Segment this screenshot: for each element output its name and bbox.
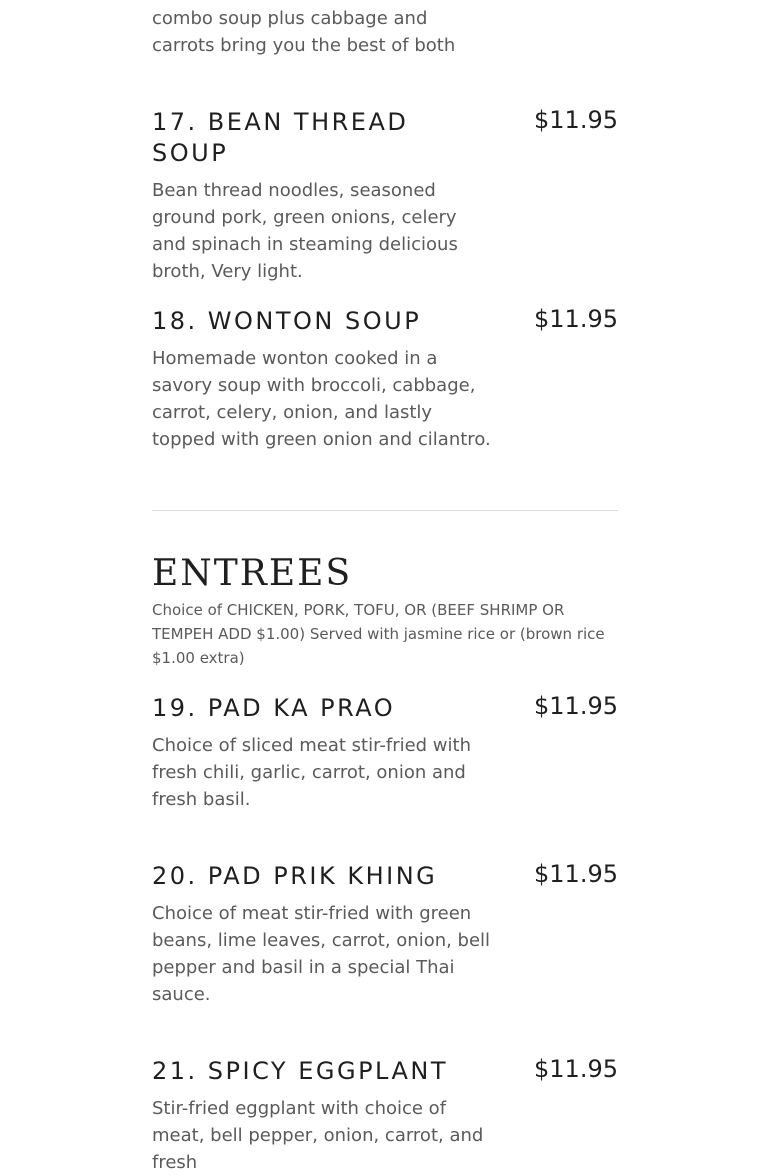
menu-item-title: 18. WONTON SOUP: [152, 307, 422, 335]
section-title: ENTREES: [152, 553, 353, 594]
menu-item-price: $11.95: [534, 860, 618, 888]
menu-item-price: $11.95: [534, 1055, 618, 1083]
menu-item-title: 21. SPICY EGGPLANT: [152, 1057, 448, 1085]
section-divider: [152, 510, 618, 511]
menu-item-description: Bean thread noodles, seasoned ground pork, green onions, celery and spinach in steaming delicious broth, Very light.: [152, 180, 458, 282]
menu-item-title: 20. PAD PRIK KHING: [152, 862, 438, 890]
menu-item-description: Choice of meat stir-fried with green beans, lime leaves, carrot, onion, bell pepper and basil in a special Thai sauce.: [152, 903, 491, 1005]
menu-item-price: $11.95: [534, 305, 618, 333]
section-note: Choice of CHICKEN, PORK, TOFU, OR (BEEF SHRIMP OR TEMPEH ADD $1.00) Served with jasmine rice or (brown rice $1.00 extra): [152, 601, 605, 667]
menu-item-title: 17. BEAN THREAD SOUP: [152, 108, 409, 167]
menu-item-price: $11.95: [534, 692, 618, 720]
menu-item-description: Homemade wonton cooked in a savory soup with broccoli, cabbage, carrot, celery, onion, and lastly topped with green onion and cilantro.: [152, 348, 491, 450]
menu-item-price: $11.95: [534, 106, 618, 134]
menu-item-description: Choice of sliced meat stir-fried with fresh chili, garlic, carrot, onion and fresh basil.: [152, 735, 471, 810]
menu-item-description: combo soup plus cabbage and carrots bring you the best of both: [152, 8, 456, 56]
menu-item-description: Stir-fried eggplant with choice of meat, bell pepper, onion, carrot, and fresh: [152, 1098, 484, 1173]
menu-item-title: 19. PAD KA PRAO: [152, 694, 396, 722]
